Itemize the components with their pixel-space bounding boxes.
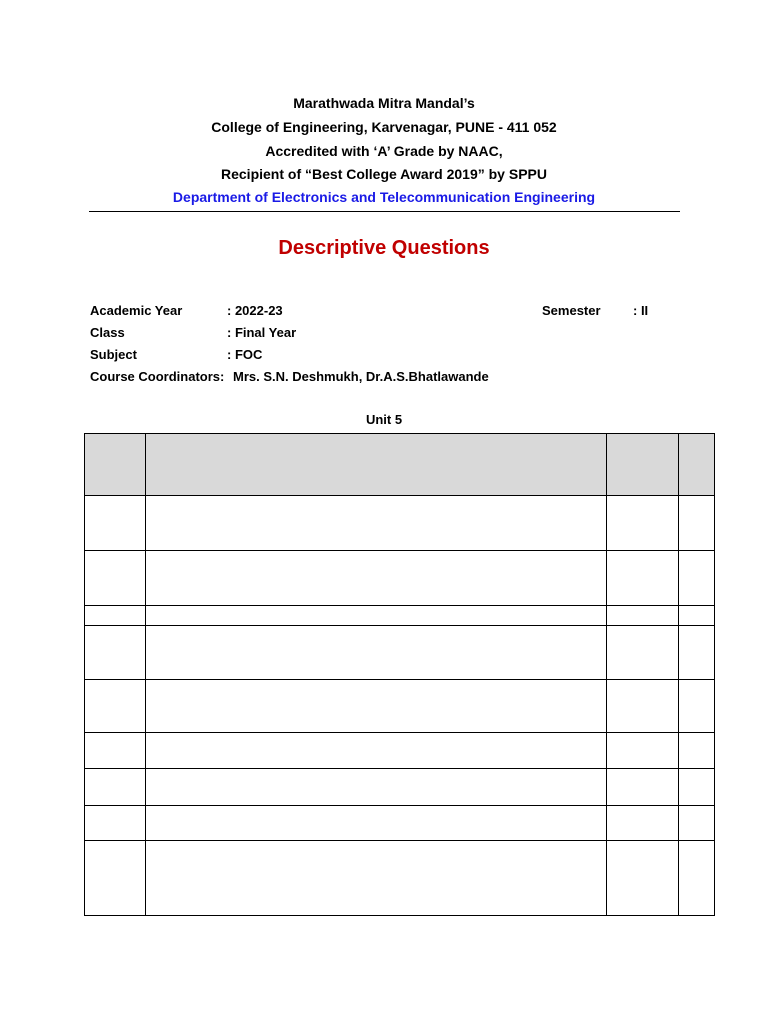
table-cell (607, 606, 679, 626)
table-cell (679, 606, 715, 626)
table-row (85, 606, 715, 626)
table-cell (146, 551, 607, 606)
table-cell (146, 733, 607, 769)
table-cell (146, 769, 607, 806)
table-cell (146, 496, 607, 551)
table-cell (85, 551, 146, 606)
table-row (85, 841, 715, 916)
header-cell (607, 434, 679, 496)
header-cell (679, 434, 715, 496)
table-row (85, 806, 715, 841)
table-cell (85, 626, 146, 680)
table-cell (679, 769, 715, 806)
table-cell (85, 733, 146, 769)
unit-heading: Unit 5 (365, 412, 403, 427)
institution-name: Marathwada Mitra Mandal’s (293, 95, 475, 111)
header-divider (89, 211, 680, 212)
table-row (85, 626, 715, 680)
class-value: : Final Year (227, 325, 297, 340)
table-cell (146, 841, 607, 916)
table-cell (679, 733, 715, 769)
page-title: Descriptive Questions (278, 237, 490, 259)
award: Recipient of “Best College Award 2019” by SPPU (221, 166, 547, 182)
table-row (85, 551, 715, 606)
questions-table (84, 433, 715, 916)
table-cell (85, 680, 146, 733)
academic-year-label: Academic Year (90, 303, 183, 318)
table-cell (146, 606, 607, 626)
table-cell (679, 551, 715, 606)
table-cell (146, 806, 607, 841)
coordinators-label: Course Coordinators: (90, 369, 225, 384)
coordinators-value: Mrs. S.N. Deshmukh, Dr.A.S.Bhatlawande (233, 369, 489, 384)
college-name: College of Engineering, Karvenagar, PUNE - 411 052 (211, 119, 557, 135)
subject-value: : FOC (227, 347, 263, 362)
table-cell (85, 841, 146, 916)
table-cell (679, 496, 715, 551)
table-cell (85, 806, 146, 841)
table-cell (607, 680, 679, 733)
table-cell (146, 680, 607, 733)
academic-year-value: : 2022-23 (227, 303, 283, 318)
table-cell (679, 841, 715, 916)
table-cell (85, 606, 146, 626)
table-row (85, 733, 715, 769)
table-cell (607, 733, 679, 769)
table-row (85, 680, 715, 733)
department-name: Department of Electronics and Telecommunication Engineering (172, 189, 596, 205)
table-cell (679, 626, 715, 680)
header-cell (146, 434, 607, 496)
table-row (85, 496, 715, 551)
table-header-row (85, 434, 715, 496)
table-cell (85, 769, 146, 806)
class-label: Class (90, 325, 125, 340)
semester-label: Semester (542, 303, 601, 318)
table-cell (607, 626, 679, 680)
table-cell (607, 496, 679, 551)
table-cell (85, 496, 146, 551)
table-cell (607, 806, 679, 841)
semester-value: : II (633, 303, 649, 318)
table-cell (679, 806, 715, 841)
table-cell (679, 680, 715, 733)
accreditation: Accredited with ‘A’ Grade by NAAC, (265, 143, 503, 159)
table-cell (607, 769, 679, 806)
table-cell (607, 551, 679, 606)
table-cell (607, 841, 679, 916)
subject-label: Subject (90, 347, 137, 362)
table-row (85, 769, 715, 806)
header-cell (85, 434, 146, 496)
table-cell (146, 626, 607, 680)
